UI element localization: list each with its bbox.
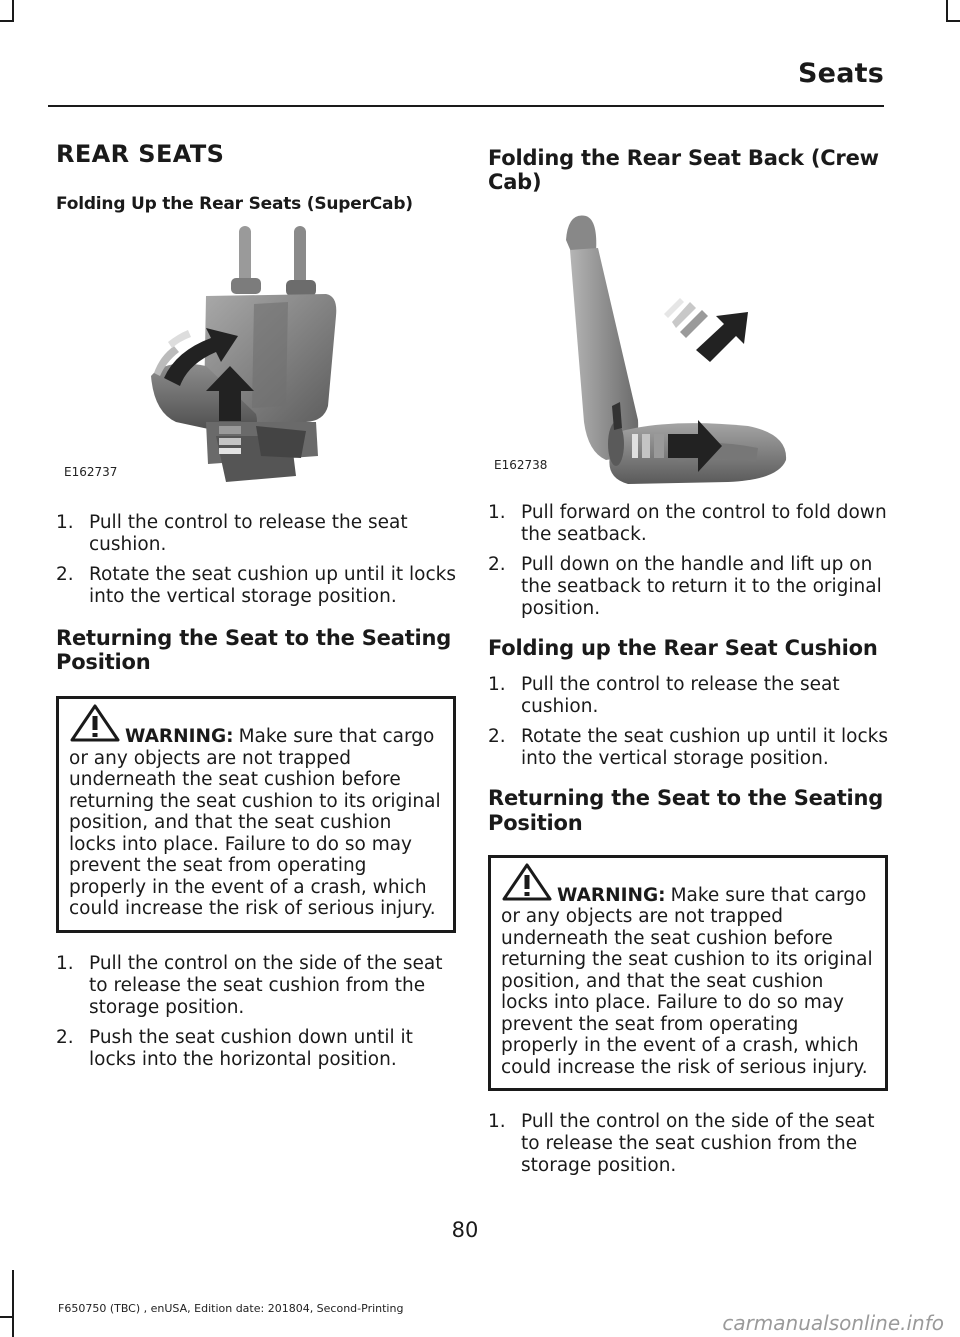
- crop-mark: [12, 0, 14, 20]
- page-header: [48, 58, 884, 89]
- warning-label: WARNING:: [125, 726, 234, 748]
- step-text: Pull forward on the control to fold down the seatback.: [521, 502, 887, 546]
- watermark: carmanualsonline.info: [722, 1311, 944, 1335]
- list-item: [56, 564, 456, 608]
- rear-seatback-fold-illustration: [488, 212, 888, 484]
- list-item: [56, 953, 456, 1019]
- step-number: 1.: [56, 512, 74, 533]
- warning-text: Make sure that cargo or any objects are not trapped underneath the seat cushion before returning the seat cushion to its original position, and that the seat cushion locks into place. Failure to do so may prevent the seat from operating properly in the event of a crash, which could increase the risk of serious injury.: [501, 884, 873, 1078]
- steps-list: [56, 953, 456, 1071]
- returning-seat-heading: Returning the Seat to the Seating Position: [488, 786, 884, 835]
- list-item: [488, 674, 888, 718]
- warning-box: [488, 855, 888, 1092]
- step-text: Pull the control on the side of the seat to release the seat cushion from the storage position.: [521, 1111, 875, 1177]
- right-column: [488, 146, 888, 1185]
- step-number: 1.: [56, 952, 74, 974]
- returning-seat-heading: Returning the Seat to the Seating Position: [56, 626, 452, 675]
- step-number: 1.: [488, 502, 506, 524]
- step-text: Rotate the seat cushion up until it locks into the vertical storage position.: [89, 564, 456, 607]
- rear-seats-heading: REAR SEATS: [56, 140, 225, 168]
- figure-code: E162737: [64, 465, 118, 479]
- step-text: Rotate the seat cushion up until it locks into the vertical storage position.: [521, 726, 888, 770]
- step-text: Pull the control to release the seat cushion.: [89, 512, 408, 555]
- step-text: Pull down on the handle and lift up on the seatback to return it to the original position.: [521, 554, 882, 620]
- footer-edition-info: F650750 (TBC) , enUSA, Edition date: 201804, Second-Printing: [58, 1302, 404, 1315]
- step-number: 2.: [488, 726, 506, 748]
- folding-seat-back-heading: Folding the Rear Seat Back (Crew Cab): [488, 146, 879, 195]
- step-number: 1.: [488, 674, 506, 696]
- warning-triangle-icon: [69, 703, 121, 743]
- warning-text: Make sure that cargo or any objects are not trapped underneath the seat cushion before returning the seat cushion to its original position, and that the seat cushion locks into place. Failure to do so may prevent the seat from operating properly in the event of a crash, which could increase the risk of serious injury.: [69, 726, 441, 920]
- step-text: Push the seat cushion down until it locks into the horizontal position.: [89, 1026, 413, 1070]
- warning-content: [501, 866, 875, 1079]
- steps-list: [56, 512, 456, 608]
- steps-list: [488, 502, 888, 620]
- crop-mark: [946, 20, 960, 22]
- step-number: 2.: [488, 554, 506, 576]
- list-item: [488, 1111, 888, 1177]
- page-number: 80: [451, 1218, 479, 1242]
- step-number: 1.: [488, 1111, 506, 1133]
- crop-mark: [0, 20, 14, 22]
- list-item: [56, 1027, 456, 1071]
- step-text: Pull the control on the side of the seat to release the seat cushion from the storage position.: [89, 952, 443, 1018]
- figure-code: E162738: [494, 458, 548, 473]
- left-column: [56, 140, 456, 1079]
- step-text: Pull the control to release the seat cushion.: [521, 674, 840, 718]
- figure-rear-seat-fold-up: [56, 226, 456, 492]
- steps-list: [488, 674, 888, 770]
- step-number: 2.: [56, 564, 74, 585]
- step-number: 2.: [56, 1026, 74, 1048]
- list-item: [488, 554, 888, 620]
- warning-label: WARNING:: [557, 884, 666, 906]
- list-item: [56, 512, 456, 556]
- folding-up-supercab-heading: Folding Up the Rear Seats (SuperCab): [56, 194, 413, 214]
- warning-content: [69, 707, 443, 920]
- list-item: [488, 726, 888, 770]
- section-title: Seats: [798, 58, 884, 89]
- figure-rear-seatback-fold: [488, 212, 888, 484]
- crop-mark: [12, 1270, 14, 1337]
- folding-cushion-heading: Folding up the Rear Seat Cushion: [488, 636, 878, 661]
- header-rule: [48, 105, 884, 107]
- warning-triangle-icon: [501, 862, 553, 902]
- warning-box: [56, 696, 456, 933]
- crop-mark: [0, 1316, 14, 1318]
- rear-seat-fold-up-illustration: [56, 226, 456, 492]
- list-item: [488, 502, 888, 546]
- steps-list: [488, 1111, 888, 1177]
- crop-mark: [946, 0, 948, 20]
